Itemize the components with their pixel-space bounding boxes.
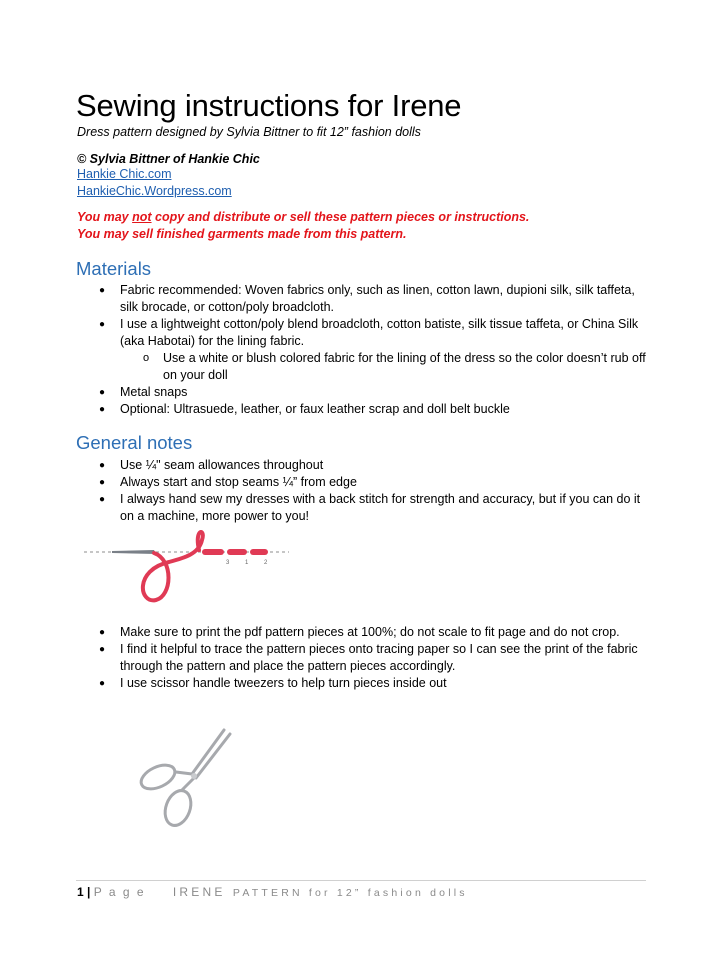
list-item <box>0 316 650 350</box>
general-notes-heading: General notes <box>76 432 193 453</box>
list-item <box>0 474 650 491</box>
subtitle: Dress pattern designed by Sylvia Bittner to fit 12” fashion dolls <box>77 125 421 139</box>
list-subitem <box>0 350 650 384</box>
bullet-icon: ● <box>99 477 106 488</box>
list-item <box>0 641 650 675</box>
bullet-icon: ● <box>99 387 106 398</box>
sub-bullet-icon: o <box>143 352 150 364</box>
thread-icon <box>143 532 203 600</box>
materials-heading: Materials <box>76 258 152 279</box>
link-wordpress[interactable]: HankieChic.Wordpress.com <box>77 184 232 198</box>
stitch-label: 1 <box>245 560 249 566</box>
bullet-icon: ● <box>99 319 106 330</box>
footer-pattern-description: PATTERN for 12” fashion dolls <box>232 887 468 899</box>
page-label: P a g e <box>93 885 146 899</box>
list-item <box>0 384 650 401</box>
list-item-text: I use a lightweight cotton/poly blend broadcloth, cotton batiste, silk tissue taffeta, or China Silk (aka Habotai) for the lining fabric. <box>120 317 639 348</box>
page-title: Sewing instructions for Irene <box>76 88 462 123</box>
list-item-text: Use a white or blush colored fabric for the lining of the dress so the color doesn’t rub off on your doll <box>163 351 646 382</box>
list-item-text: I find it helpful to trace the pattern pieces onto tracing paper so I can see the print of the fabric through the pattern and place the pattern pieces accordingly. <box>120 642 638 673</box>
bullet-icon: ● <box>99 644 106 655</box>
materials-list <box>0 282 650 418</box>
list-item-text: I always hand sew my dresses with a back stitch for strength and accuracy, but if you can do it on a machine, more power to you! <box>120 492 641 523</box>
footer-pattern-name: IRENE <box>172 885 226 899</box>
list-item <box>0 491 650 525</box>
bullet-icon: ● <box>99 460 106 471</box>
page-footer <box>77 885 468 899</box>
stitch-segment <box>250 549 268 555</box>
list-item-text: Use ¼" seam allowances throughout <box>120 458 324 472</box>
stitch-segment <box>227 549 247 555</box>
list-item-text: Optional: Ultrasuede, leather, or faux leather scrap and doll belt buckle <box>120 402 510 416</box>
list-item-text: I use scissor handle tweezers to help turn pieces inside out <box>120 676 447 690</box>
stitch-label: 2 <box>264 560 268 566</box>
link-hankie-chic[interactable]: Hankie Chic.com <box>77 167 172 181</box>
list-item <box>0 282 650 316</box>
warning-line-2: You may sell finished garments made from this pattern. <box>77 227 407 241</box>
list-item-text: Metal snaps <box>120 385 188 399</box>
warning-line-1 <box>77 210 529 224</box>
warning-text: copy and distribute or sell these pattern pieces or instructions. <box>151 210 530 224</box>
stitch-label: 3 <box>226 560 230 566</box>
bullet-icon: ● <box>99 494 106 505</box>
list-item <box>0 401 650 418</box>
list-item <box>0 624 650 641</box>
needle-icon <box>112 550 156 554</box>
list-item-text: Fabric recommended: Woven fabrics only, such as linen, cotton lawn, dupioni silk, silk taffeta, silk brocade, or cotton/poly broadcloth. <box>120 283 635 314</box>
copyright-line: © Sylvia Bittner of Hankie Chic <box>77 152 260 166</box>
scissor-tweezers-icon <box>132 724 242 830</box>
bullet-icon: ● <box>99 678 106 689</box>
stitch-segment <box>202 549 224 555</box>
back-stitch-diagram <box>84 530 294 610</box>
footer-separator: | <box>87 885 91 899</box>
bullet-icon: ● <box>99 285 106 296</box>
general-notes-list <box>0 457 650 525</box>
page-number: 1 <box>77 885 84 899</box>
list-item <box>0 457 650 474</box>
list-item <box>0 675 650 692</box>
bullet-icon: ● <box>99 627 106 638</box>
list-item-text: Make sure to print the pdf pattern pieces at 100%; do not scale to fit page and do not crop. <box>120 625 620 639</box>
warning-text: You may <box>77 210 133 224</box>
bullet-icon: ● <box>99 404 106 415</box>
general-notes-list-continued <box>0 624 650 692</box>
list-item-text: Always start and stop seams ¼” from edge <box>120 475 357 489</box>
footer-divider <box>76 880 646 881</box>
warning-emphasis-not: not <box>132 210 152 224</box>
